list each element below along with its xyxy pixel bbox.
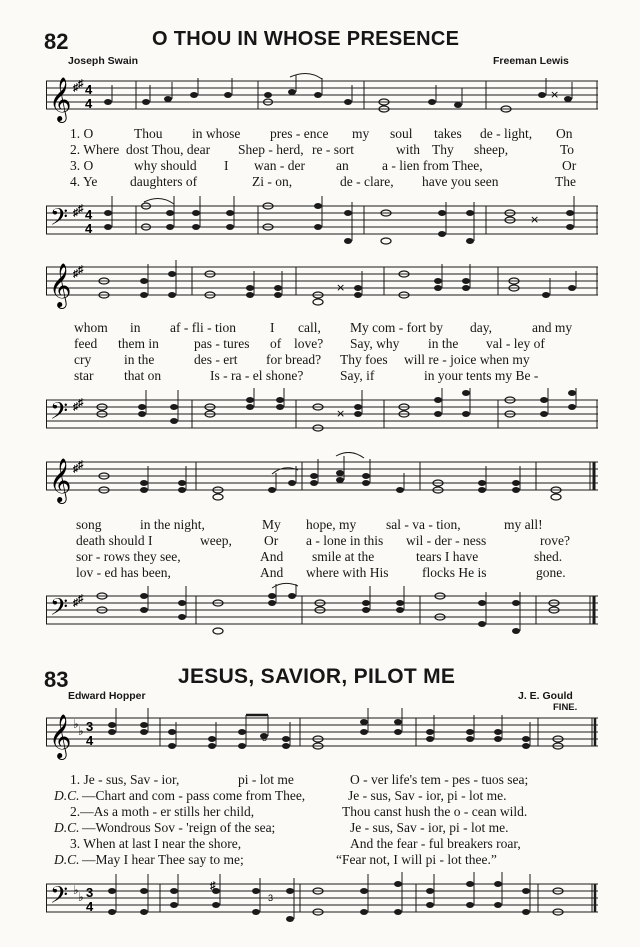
verse-2-line: death should I weep, Or a - lone in this wil - der - ness rove?	[76, 533, 570, 548]
svg-text:♯: ♯	[78, 203, 84, 215]
verse-1-line: whom in af - fli - tion I call, My com - fort by day, and my	[74, 320, 573, 335]
svg-text:♯: ♯	[78, 264, 84, 276]
svg-text:×: ×	[550, 88, 560, 101]
svg-text:♯: ♯	[78, 593, 84, 605]
svg-text:𝄢: 𝄢	[50, 203, 69, 236]
dc-line-1: D.C. —Chart and com - pass come from Thee, Je - sus, Sav - ior, pi - lot me.	[54, 788, 507, 803]
words-credit: Edward Hopper	[68, 690, 146, 702]
words-credit: Joseph Swain	[68, 55, 139, 67]
svg-text:3: 3	[86, 719, 94, 734]
bass-staff	[46, 386, 598, 444]
treble-staff	[46, 257, 598, 315]
svg-text:3: 3	[86, 885, 94, 900]
bass-staff	[46, 192, 598, 250]
verse-1-line: 1. Je - sus, Sav - ior, pi - lot me O - ver life's tem - pes - tuos sea;	[70, 772, 529, 787]
svg-text:𝄞: 𝄞	[49, 714, 72, 758]
svg-text:𝄢: 𝄢	[50, 593, 69, 626]
hymn-number: 82	[44, 29, 69, 54]
svg-text:♭: ♭	[73, 883, 79, 897]
svg-text:♯: ♯	[78, 397, 84, 409]
dc-line-3: D.C. —May I hear Thee say to me; “Fear not, I will pi - lot thee.”	[54, 852, 497, 867]
svg-text:4: 4	[85, 221, 93, 236]
svg-text:♯: ♯	[73, 207, 79, 219]
verse-4-line: star that on Is - ra - el shone? Say, if in your tents my Be -	[74, 368, 539, 383]
hymn-title: JESUS, SAVIOR, PILOT ME	[178, 665, 456, 688]
fine-label: FINE.	[553, 702, 578, 713]
svg-text:𝄞: 𝄞	[49, 263, 72, 307]
bass-staff	[46, 582, 598, 640]
svg-text:4: 4	[85, 207, 93, 222]
music-credit: Freeman Lewis	[493, 55, 569, 67]
svg-text:♯: ♯	[78, 78, 84, 90]
verse-1-line: song in the night, My hope, my sal - va - tion, my all!	[76, 517, 543, 532]
svg-text:4: 4	[85, 82, 93, 97]
svg-text:𝄞: 𝄞	[49, 77, 72, 121]
svg-text:♯: ♯	[73, 401, 79, 413]
svg-text:𝄞: 𝄞	[49, 458, 72, 502]
triplet-marker: 3	[262, 733, 268, 743]
hymn-title: O THOU IN WHOSE PRESENCE	[152, 28, 460, 50]
svg-text:×: ×	[336, 281, 346, 294]
bass-staff	[46, 870, 598, 940]
svg-text:♭: ♭	[78, 890, 84, 904]
verse-1-line: 1. O Thou in whose pres - ence my soul takes de - light, On	[70, 126, 573, 141]
verse-2-line: feed them in pas - tures of love? Say, why in the val - ley of	[74, 336, 545, 351]
svg-text:3: 3	[268, 893, 274, 903]
svg-text:♭: ♭	[73, 717, 79, 731]
verse-3-line: sor - rows they see, And smile at the tears I have shed.	[76, 549, 563, 564]
svg-text:♯: ♯	[73, 463, 79, 475]
svg-text:4: 4	[85, 96, 93, 111]
verse-4-line: 4. Ye daughters of Zi - on, de - clare, have you seen The	[70, 174, 576, 189]
svg-text:4: 4	[86, 733, 94, 748]
svg-text:♯: ♯	[73, 268, 79, 280]
svg-text:4: 4	[86, 899, 94, 914]
treble-staff	[46, 452, 598, 510]
svg-text:×: ×	[530, 213, 540, 226]
treble-staff	[46, 708, 598, 766]
treble-staff	[46, 71, 598, 123]
svg-text:×: ×	[336, 407, 346, 420]
svg-text:𝄢: 𝄢	[50, 881, 69, 914]
verse-2-line: 2.—As a moth - er stills her child, Thou canst hush the o - cean wild.	[70, 804, 528, 819]
dc-line-2: D.C. —Wondrous Sov - 'reign of the sea; Je - sus, Sav - ior, pi - lot me.	[54, 820, 509, 835]
svg-text:♯: ♯	[73, 597, 79, 609]
verse-3-line: cry in the des - ert for bread? Thy foes will re - joice when my	[74, 352, 530, 367]
svg-text:♭: ♭	[78, 724, 84, 738]
verse-4-line: lov - ed has been, And where with His flocks He is gone.	[76, 565, 566, 580]
svg-text:𝄢: 𝄢	[50, 397, 69, 430]
hymn-number: 83	[44, 667, 69, 692]
verse-2-line: 2. Where dost Thou, dear Shep - herd, re - sort with Thy sheep, To	[70, 142, 575, 157]
svg-text:♯: ♯	[210, 880, 216, 892]
verse-3-line: 3. When at last I near the shore, And the fear - ful breakers roar,	[70, 836, 521, 851]
svg-text:♯: ♯	[73, 82, 79, 94]
music-credit: J. E. Gould	[518, 690, 573, 702]
verse-3-line: 3. O why should I wan - der an a - lien from Thee, Or	[70, 158, 577, 173]
svg-text:♯: ♯	[78, 459, 84, 471]
